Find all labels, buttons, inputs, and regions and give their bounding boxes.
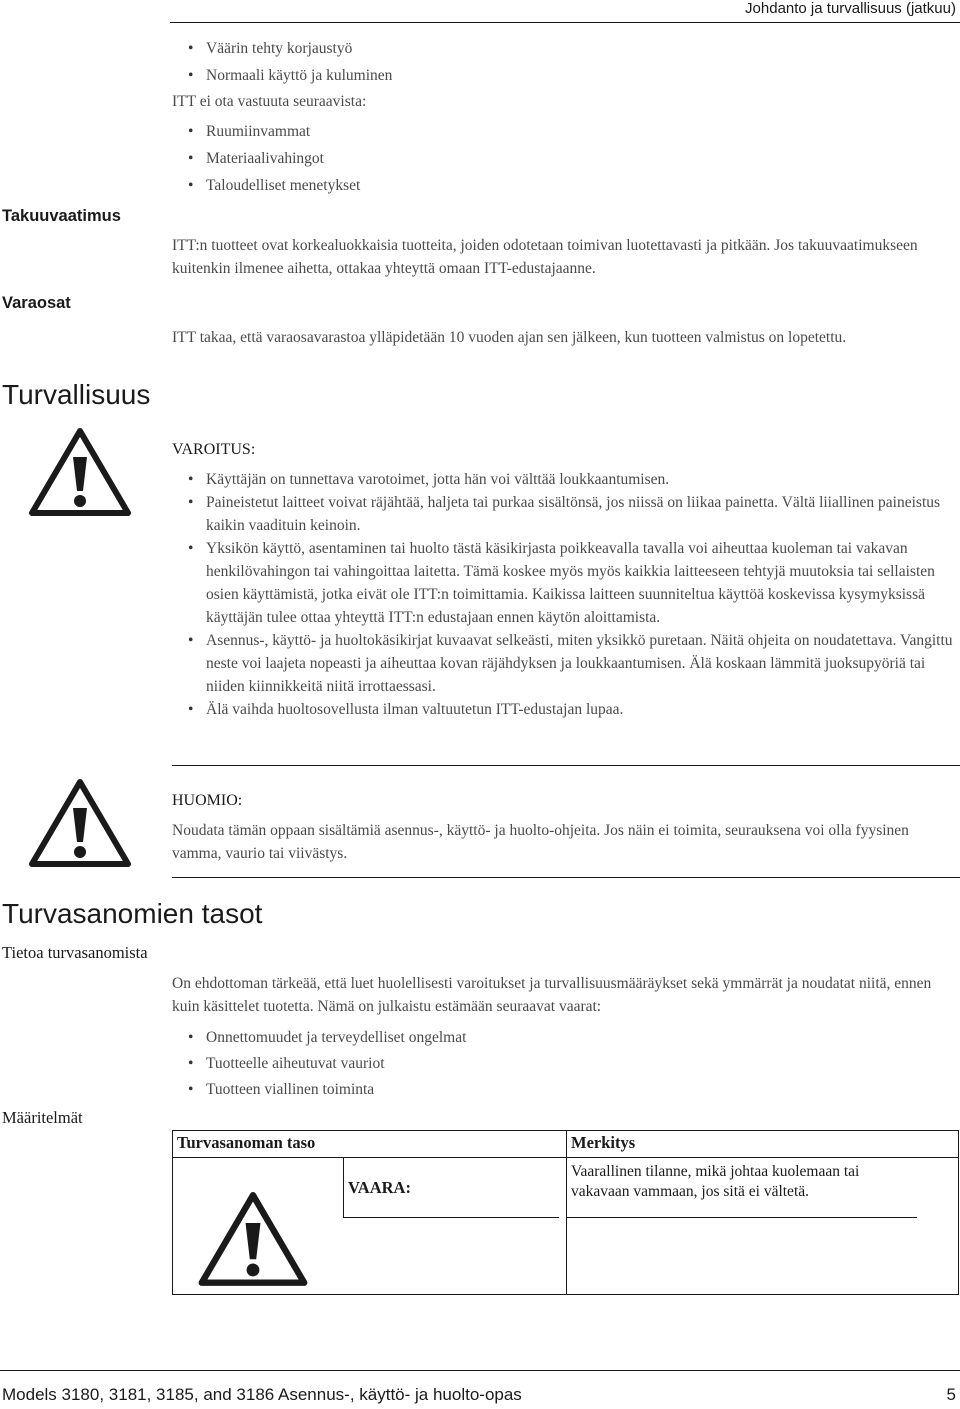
list-item: • Tuotteelle aiheutuvat vauriot (172, 1052, 932, 1075)
warning-triangle-icon (28, 427, 132, 517)
varaosat-label: Varaosat (2, 294, 71, 312)
warning-heading: VAROITUS: (172, 441, 256, 458)
notice-heading: HUOMIO: (172, 792, 243, 809)
list-item: • Väärin tehty korjaustyö (172, 37, 952, 60)
list-item: • Paineistetut laitteet voivat räjähtää, haljeta tai purkaa sisältönsä, jos niissä on liikaa painetta. Vältä liiallinen paineistus kaikin vaadituin keinoin. (172, 491, 958, 537)
list-item: • Älä vaihda huoltosovellusta ilman valtuutetun ITT-edustajan lupaa. (172, 698, 958, 721)
footer-rule (0, 1370, 960, 1371)
exclusion-list (172, 37, 952, 87)
page-number: 5 (946, 1385, 956, 1404)
list-item: • Taloudelliset menetykset (172, 174, 952, 197)
takuuvaatimus-label: Takuuvaatimus (2, 207, 121, 225)
list-item: • Normaali käyttö ja kuluminen (172, 64, 952, 87)
list-item: • Tuotteen viallinen toiminta (172, 1078, 932, 1101)
info-text: On ehdottoman tärkeää, että luet huolellisesti varoitukset ja turvallisuusmääräykset sekä ymmärrät ja noudatat niitä, ennen kuin käsittelet tuotetta. Nämä on julkaistu estämään seuraavat vaarat: (172, 975, 932, 1015)
level-vaara: VAARA: (348, 1178, 411, 1197)
info-label: Tietoa turvasanomista (2, 943, 148, 962)
level-label-box (343, 1158, 559, 1218)
warning-box (172, 468, 958, 721)
running-header: Johdanto ja turvallisuus (jatkuu) (745, 0, 956, 17)
list-item: • Yksikön käyttö, asentaminen tai huolto tästä käsikirjasta poikkeavalla tavalla voi aiheuttaa kuoleman tai vakavan henkilövahingon tai vahingoittaa laitetta. Tämä koskee myös myös kaikkia laitteeseen tehtyjä muutoksia tai sellaisten osien käyttämistä, jotka eivät ole ITT:n toimittamia. Kaikissa laitteen suunniteltua käyttöä koskevissa kysymyksissä käyttäjän tulee ottaa yhteyttä ITT:n edustajaan ennen käytön aloittamista. (172, 537, 958, 629)
safety-levels-table (172, 1130, 959, 1295)
section-title-tasot: Turvasanomien tasot (2, 898, 263, 929)
header-rule (170, 22, 960, 23)
divider (172, 765, 960, 766)
col-header-level: Turvasanoman taso (173, 1131, 567, 1158)
section-title-turvallisuus: Turvallisuus (2, 379, 151, 410)
level-cell (173, 1158, 567, 1295)
warning-list (172, 468, 958, 721)
table-row (173, 1158, 959, 1295)
divider (172, 877, 960, 878)
list-item: • Ruumiinvammat (172, 120, 952, 143)
table-header-row (173, 1131, 959, 1158)
warning-triangle-icon (28, 778, 132, 868)
danger-triangle-icon (197, 1191, 309, 1287)
info-list (172, 1026, 932, 1101)
liability-list (172, 120, 952, 197)
meaning-vaara: Vaarallinen tilanne, mikä johtaa kuolemaan tai vakavaan vammaan, jos sitä ei vältetä. (567, 1158, 917, 1218)
list-item: • Onnettomuudet ja terveydelliset ongelmat (172, 1026, 932, 1049)
info-block (172, 972, 932, 1101)
list-item: • Materiaalivahingot (172, 147, 952, 170)
notice-text: Noudata tämän oppaan sisältämiä asennus-, käyttö- ja huolto-ohjeita. Jos näin ei toimita, seurauksena voi olla fyysinen vamma, vaurio tai viivästys. (172, 822, 909, 862)
list-item: • Käyttäjän on tunnettava varotoimet, jotta hän voi välttää loukkaantumisen. (172, 468, 958, 491)
footer-title: Models 3180, 3181, 3185, and 3186 Asennus-, käyttö- ja huolto-opas (2, 1385, 522, 1404)
warranty-exclusions (172, 37, 952, 197)
list-item: • Asennus-, käyttö- ja huoltokäsikirjat kuvaavat selkeästi, miten yksikkö puretaan. Näitä ohjeita on noudatettava. Vangittu neste voi laajeta nopeasti ja aiheuttaa kovan räjähdyksen ja loukkaantumisen. Älä koskaan lämmitä juoksupyöriä tai niiden kiinnikkeitä niitä irrottaessasi. (172, 629, 958, 698)
takuuvaatimus-text: ITT:n tuotteet ovat korkealuokkaisia tuotteita, joiden odotetaan toimivan luotettavasti ja pitkään. Jos takuuvaatimukseen kuitenkin ilmenee aihetta, ottakaa yhteyttä omaan ITT-edustajaanne. (172, 237, 918, 277)
col-header-meaning: Merkitys (567, 1131, 959, 1158)
definitions-label: Määritelmät (2, 1108, 83, 1127)
varaosat-text: ITT takaa, että varaosavarastoa ylläpidetään 10 vuoden ajan sen jälkeen, kun tuotteen valmistus on lopetettu. (172, 329, 847, 346)
meaning-cell (567, 1158, 959, 1295)
liability-intro: ITT ei ota vastuuta seuraavista: (172, 93, 367, 110)
